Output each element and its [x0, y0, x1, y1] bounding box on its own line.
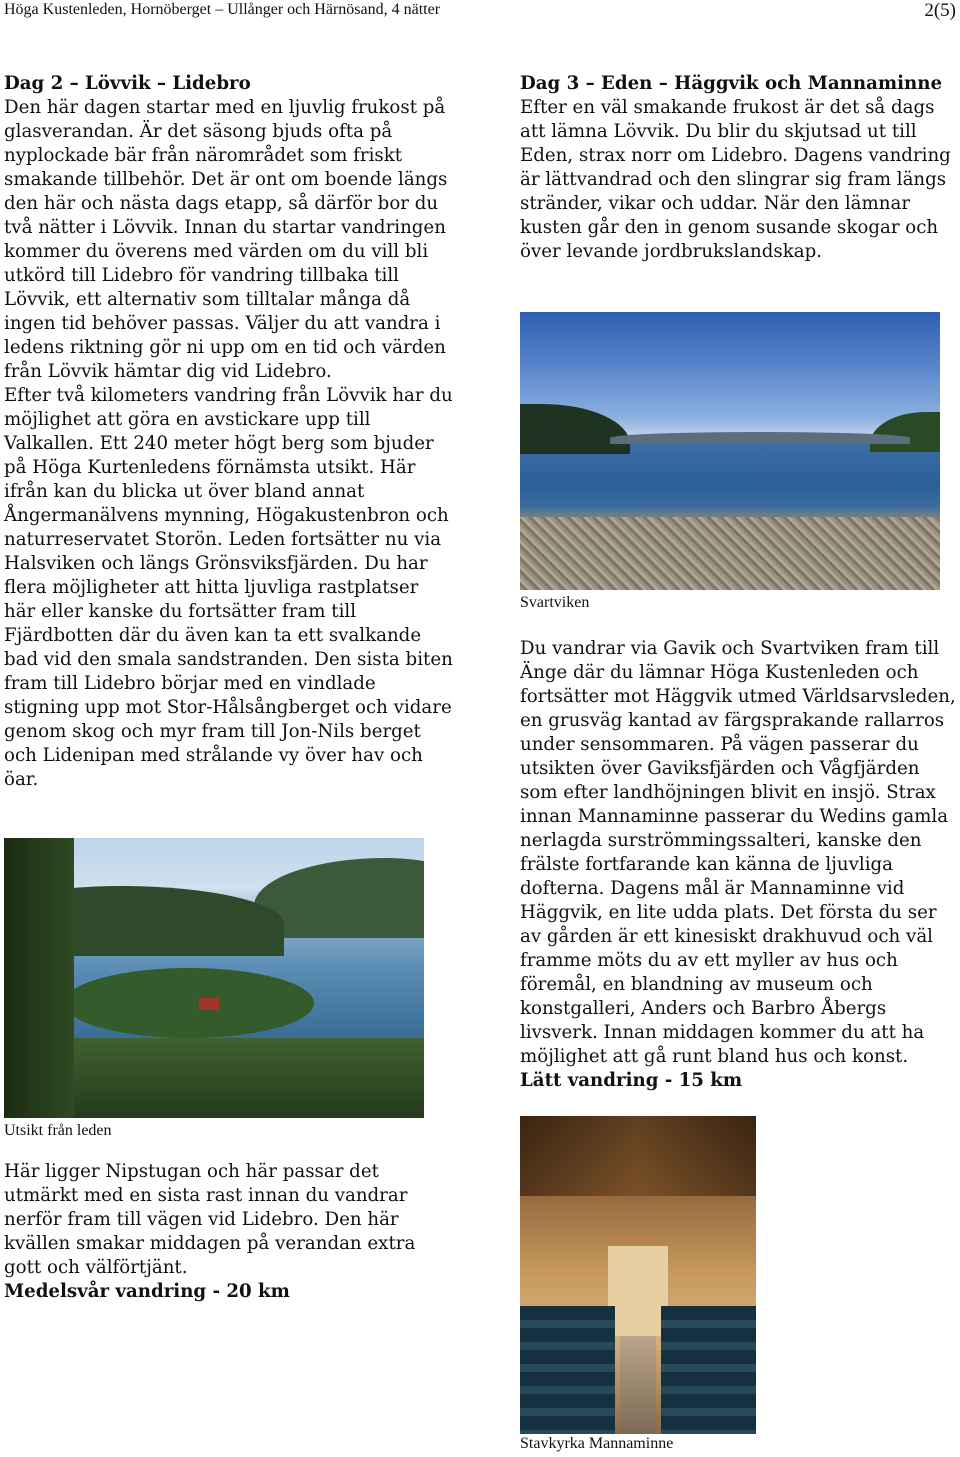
day-3-heading: Dag 3 – Eden – Häggvik och Mannaminne: [520, 73, 943, 94]
day-2-summary: Medelsvår vandring - 20 km: [4, 1281, 290, 1302]
day-3-intro: Efter en väl smakande frukost är det så dags att lämna Lövvik. Du blir du skjutsad ut till Eden, strax norr om Lidebro. Dagens vandring är lättvandrad och den slingrar sig fram längs stränder, vikar och uddar. När den lämnar kusten går den in genom susande skogar och över levande jordbrukslandskap.: [520, 97, 951, 262]
document-title: Höga Kustenleden, Hornöberget – Ullånger och Härnösand, 4 nätter: [4, 1, 441, 18]
stave-church-image: [520, 1116, 756, 1434]
lake-view-caption: Utsikt från leden: [4, 1122, 112, 1139]
day-2-ending: Här ligger Nipstugan och här passar det utmärkt med en sista rast innan du vandrar nerför fram till vägen vid Lidebro. Den här kvällen smakar middagen på verandan extra gott och välförtjänt.: [4, 1161, 416, 1278]
right-column: [520, 72, 960, 264]
svartviken-image: [520, 312, 940, 590]
page-header: [4, 0, 956, 26]
left-column-bottom: [4, 1160, 444, 1304]
right-column-middle: [520, 637, 960, 1093]
lake-view-image: [4, 838, 424, 1118]
day-3-route: Du vandrar via Gavik och Svartviken fram till Änge där du lämnar Höga Kustenleden och fortsätter mot Häggvik utmed Världsarvsleden, en grusväg kantad av färgsprakande rallarros under sensommaren. På vägen passerar du utsikten över Gaviksfjärden och Vågfjärden som efter landhöjningen blivit en insjö. Strax innan Mannaminne passerar du Wedins gamla nerlagda surströmmingssalteri, kanske den frälste fortfarande kan känna de ljuvliga dofterna. Dagens mål är Mannaminne vid Häggvik, en lite udda plats. Det första du ser av gården är ett kinesiskt drakhuvud och väl framme möts du av ett myller av hus och föremål, en blandning av museum och konstgalleri, Anders och Barbro Åbergs livsverk. Innan middagen kommer du att ha möjlighet att gå runt bland hus och konst.: [520, 638, 956, 1067]
page-number: 2(5): [924, 0, 956, 21]
day-2-route: Efter två kilometers vandring från Lövvik har du möjlighet att göra en avstickare upp till Valkallen. Ett 240 meter högt berg som bjuder på Höga Kurtenledens förnämsta utsikt. Här ifrån kan du blicka ut över bland annat Ångermanälvens mynning, Högakustenbron och naturreservatet Storön. Leden fortsätter nu via Halsviken och längs Grönsviksfjärden. Du har flera möjligheter att hitta ljuvliga rastplatser här eller kanske du fortsätter fram till Fjärdbotten där du även kan ta ett svalkande bad vid den smala sandstranden. Den sista biten fram till Lidebro börjar med en vindlade stigning upp mot Stor-Hålsångberget och vidare genom skog och myr fram till Jon-Nils berget och Lidenipan med strålande vy över hav och öar.: [4, 385, 453, 790]
left-column: [4, 72, 454, 792]
svartviken-caption: Svartviken: [520, 594, 590, 611]
day-2-heading: Dag 2 – Lövvik – Lidebro: [4, 73, 251, 94]
day-2-intro: Den här dagen startar med en ljuvlig frukost på glasverandan. Är det säsong bjuds ofta på nyplockade bär från närområdet som friskt smakande tillbehör. Det är ont om boende längs den här och nästa dags etapp, så därför bor du två nätter i Lövvik. Innan du startar vandringen kommer du överens med värden om du vill bli utkörd till Lidebro för vandring tillbaka till Lövvik, ett alternativ som tilltalar många då ingen tid behöver passas. Väljer du att vandra i ledens riktning gör ni upp om en tid och värden från Lövvik hämtar dig vid Lidebro.: [4, 97, 448, 382]
day-3-summary: Lätt vandring - 15 km: [520, 1070, 743, 1091]
stave-church-caption: Stavkyrka Mannaminne: [520, 1435, 674, 1452]
